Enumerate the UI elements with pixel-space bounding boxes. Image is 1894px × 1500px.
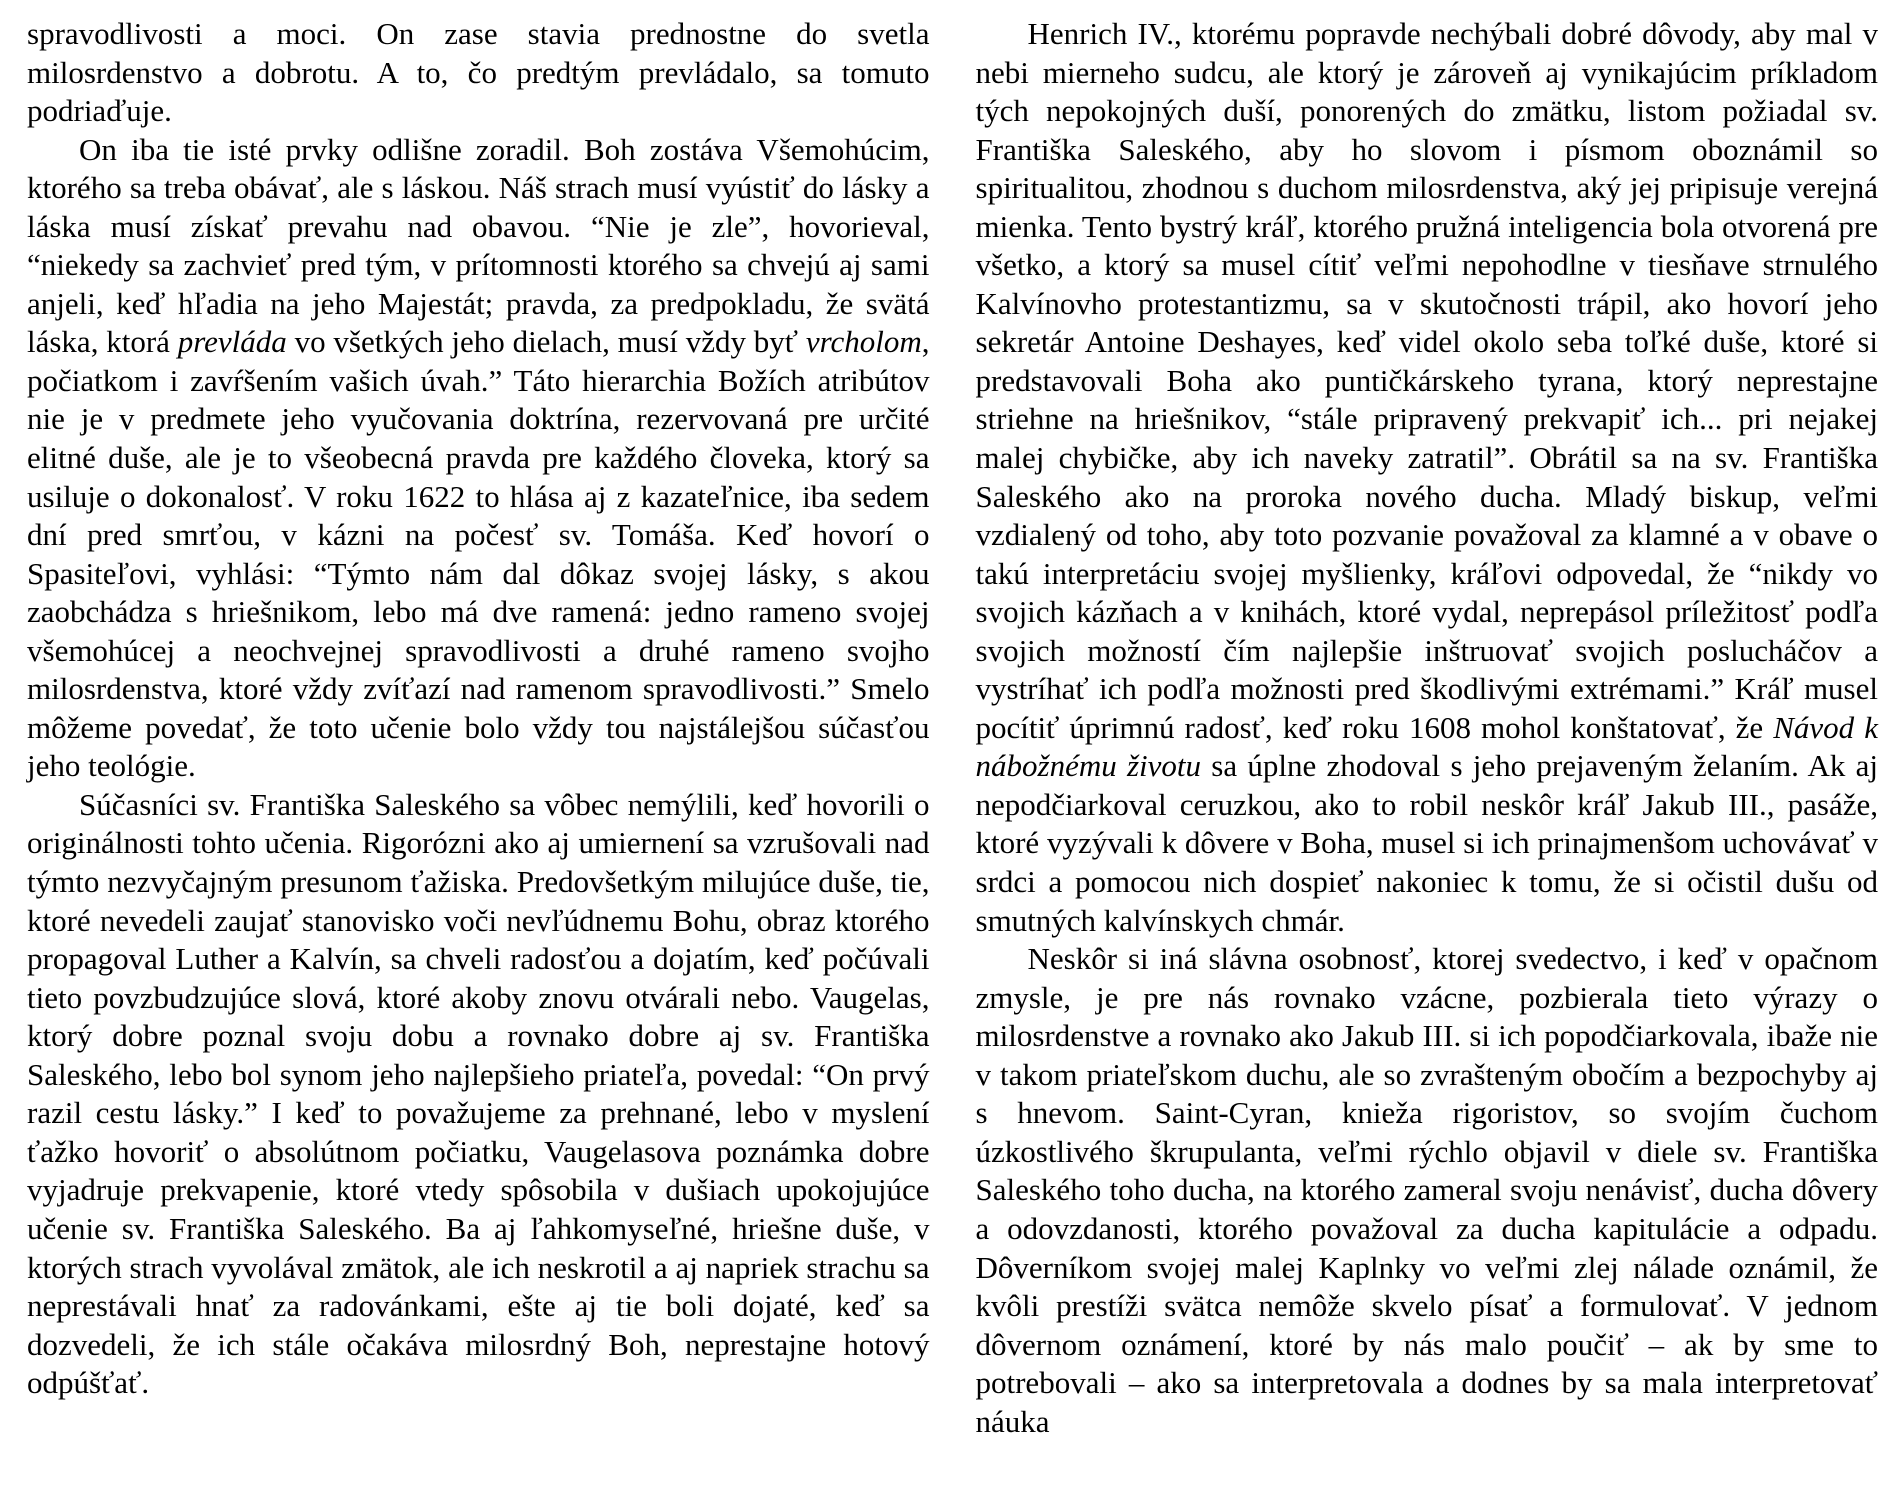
italic-book-title: Návod k nábožnému životu <box>975 709 1879 784</box>
text-run: spravodlivosti a moci. On zase stavia prednostne do svetla milosrdenstvo a dobrotu. A to, čo predtým prevládalo, sa tomuto podriaďuje. <box>27 16 930 129</box>
paragraph-continued <box>27 15 930 131</box>
text-column-left <box>27 15 930 1500</box>
text-run: , počiatkom i zavŕšením vašich úvah.” Táto hierarchia Božích atribútov nie je v predmete jeho vyučovania doktrína, rezervovaná pre určité elitné duše, ale je to všeobecná pravda pre každého človeka, ktorý sa usiluje o dokonalosť. V roku 1622 to hlása aj z kazateľnice, iba sedem dní pred smrťou, v kázni na počesť sv. Tomáša. Keď hovorí o Spasiteľovi, vyhlási: “Týmto nám dal dôkaz svojej lásky, s akou zaobchádza s hriešnikom, lebo má dve ramená: jedno rameno svojej všemohúcej a neochvejnej spravodlivosti a druhé rameno svojho milosrdenstva, ktoré vždy zvíťazí nad ramenom spravodlivosti.” Smelo môžeme povedať, že toto učenie bolo vždy tou najstálejšou súčasťou jeho teológie. <box>27 324 930 784</box>
text-run: On iba tie isté prvky odlišne zoradil. Boh zostáva Všemohúcim, ktorého sa treba obávať, ale s láskou. Náš strach musí vyústiť do lásky a láska musí získať prevahu nad obavou. “Nie je zle”, hovorieval, “niekedy sa zachvieť pred tým, v prítomnosti ktorého sa chvejú aj sami anjeli, keď hľadia na jeho Majestát; pravda, za predpokladu, že svätá láska, ktorá <box>27 131 930 360</box>
paragraph <box>976 15 1879 940</box>
paragraph <box>976 940 1879 1441</box>
text-run: vo všetkých jeho dielach, musí vždy byť <box>286 324 806 360</box>
italic-phrase: prevláda <box>177 324 287 360</box>
italic-phrase: vrcholom <box>805 324 922 360</box>
text-run: Neskôr si iná slávna osobnosť, ktorej svedectvo, i keď v opačnom zmysle, je pre nás rovnako vzácne, pozbierala tieto výrazy o milosrdenstve a rovnako ako Jakub III. si ich popodčiarkovala, ibaže nie v takom priateľskom duchu, ale so zvrašteným obočím a bezpochyby aj s hnevom. Saint-Cyran, knieža rigoristov, so svojím čuchom úzkostlivého škrupulanta, veľmi rýchlo objavil v diele sv. Františka Saleského toho ducha, na ktorého zameral svoju nenávisť, ducha dôvery a odovzdanosti, ktorého považoval za ducha kapitulácie a odpadu. Dôverníkom svojej malej Kaplnky vo veľmi zlej nálade oznámil, že kvôli prestíži svätca nemôže skvelo písať a formulovať. V jednom dôvernom oznámení, ktoré by nás malo poučiť – ak by sme to potrebovali – ako sa interpretovala a dodnes by sa mala interpretovať náuka <box>975 941 1878 1439</box>
text-column-right <box>976 15 1879 1500</box>
paragraph <box>27 786 930 1403</box>
text-run: sa úplne zhodoval s jeho prejaveným želaním. Ak aj nepodčiarkoval ceruzkou, ako to robil neskôr kráľ Jakub III., pasáže, ktoré vyzývali k dôvere v Boha, musel si ich prinajmenšom uchovávať v srdci a pomocou nich dospieť nakoniec k tomu, že si očistil dušu od smutných kalvínskych chmár. <box>975 748 1878 938</box>
paragraph <box>27 131 930 786</box>
text-run: Súčasníci sv. Františka Saleského sa vôbec nemýlili, keď hovorili o originálnosti tohto učenia. Rigorózni ako aj umiernení sa vzrušovali nad týmto nezvyčajným presunom ťažiska. Predovšetkým milujúce duše, tie, ktoré nevedeli zaujať stanovisko voči nevľúdnemu Bohu, obraz ktorého propagoval Luther a Kalvín, sa chveli radosťou a dojatím, keď počúvali tieto povzbudzujúce slová, ktoré akoby znovu otvárali nebo. Vaugelas, ktorý dobre poznal svoju dobu a rovnako dobre aj sv. Františka Saleského, lebo bol synom jeho najlepšieho priateľa, povedal: “On prvý razil cestu lásky.” I keď to považujeme za prehnané, lebo v myslení ťažko hovoriť o absolútnom počiatku, Vaugelasova poznámka dobre vyjadruje prekvapenie, ktoré vtedy spôsobila v dušiach upokojujúce učenie sv. Františka Saleského. Ba aj ľahkomyseľné, hriešne duše, v ktorých strach vyvolával zmätok, ale ich neskrotil a aj napriek strachu sa neprestávali hnať za radovánkami, ešte aj tie boli dojaté, keď sa dozvedeli, že ich stále očakáva milosrdný Boh, neprestajne hotový odpúšťať. <box>27 786 930 1401</box>
text-run: Henrich IV., ktorému popravde nechýbali dobré dôvody, aby mal v nebi mierneho sudcu, ale ktorý je zároveň aj vynikajúcim príkladom tých nepokojných duší, ponorených do zmätku, listom požiadal sv. Františka Saleského, aby ho slovom i písmom oboznámil so spiritualitou, zhodnou s duchom milosrdenstva, aký jej pripisuje verejná mienka. Tento bystrý kráľ, ktorého pružná inteligencia bola otvorená pre všetko, a ktorý sa musel cítiť veľmi nepohodlne v tiesňave strnulého Kalvínovho protestantizmu, sa v skutočnosti trápil, ako hovorí jeho sekretár Antoine Deshayes, keď videl okolo seba toľké duše, ktoré si predstavovali Boha ako puntičkárskeho tyrana, ktorý neprestajne striehne na hriešnikov, “stále pripravený prekvapiť ich... pri nejakej malej chybičke, aby ich naveky zatratil”. Obrátil sa na sv. Františka Saleského ako na proroka nového ducha. Mladý biskup, veľmi vzdialený od toho, aby toto pozvanie považoval za klamné a v obave o takú interpretáciu svojej myšlienky, kráľovi odpovedal, že “nikdy vo svojich kázňach a v knihách, ktoré vydal, neprepásol príležitosť podľa svojich možností čím najlepšie inštruovať svojich poslucháčov a vystríhať ich podľa možnosti pred škodlivými extrémami.” Kráľ musel pocítiť úprimnú radosť, keď roku 1608 mohol konštatovať, že <box>975 16 1878 745</box>
